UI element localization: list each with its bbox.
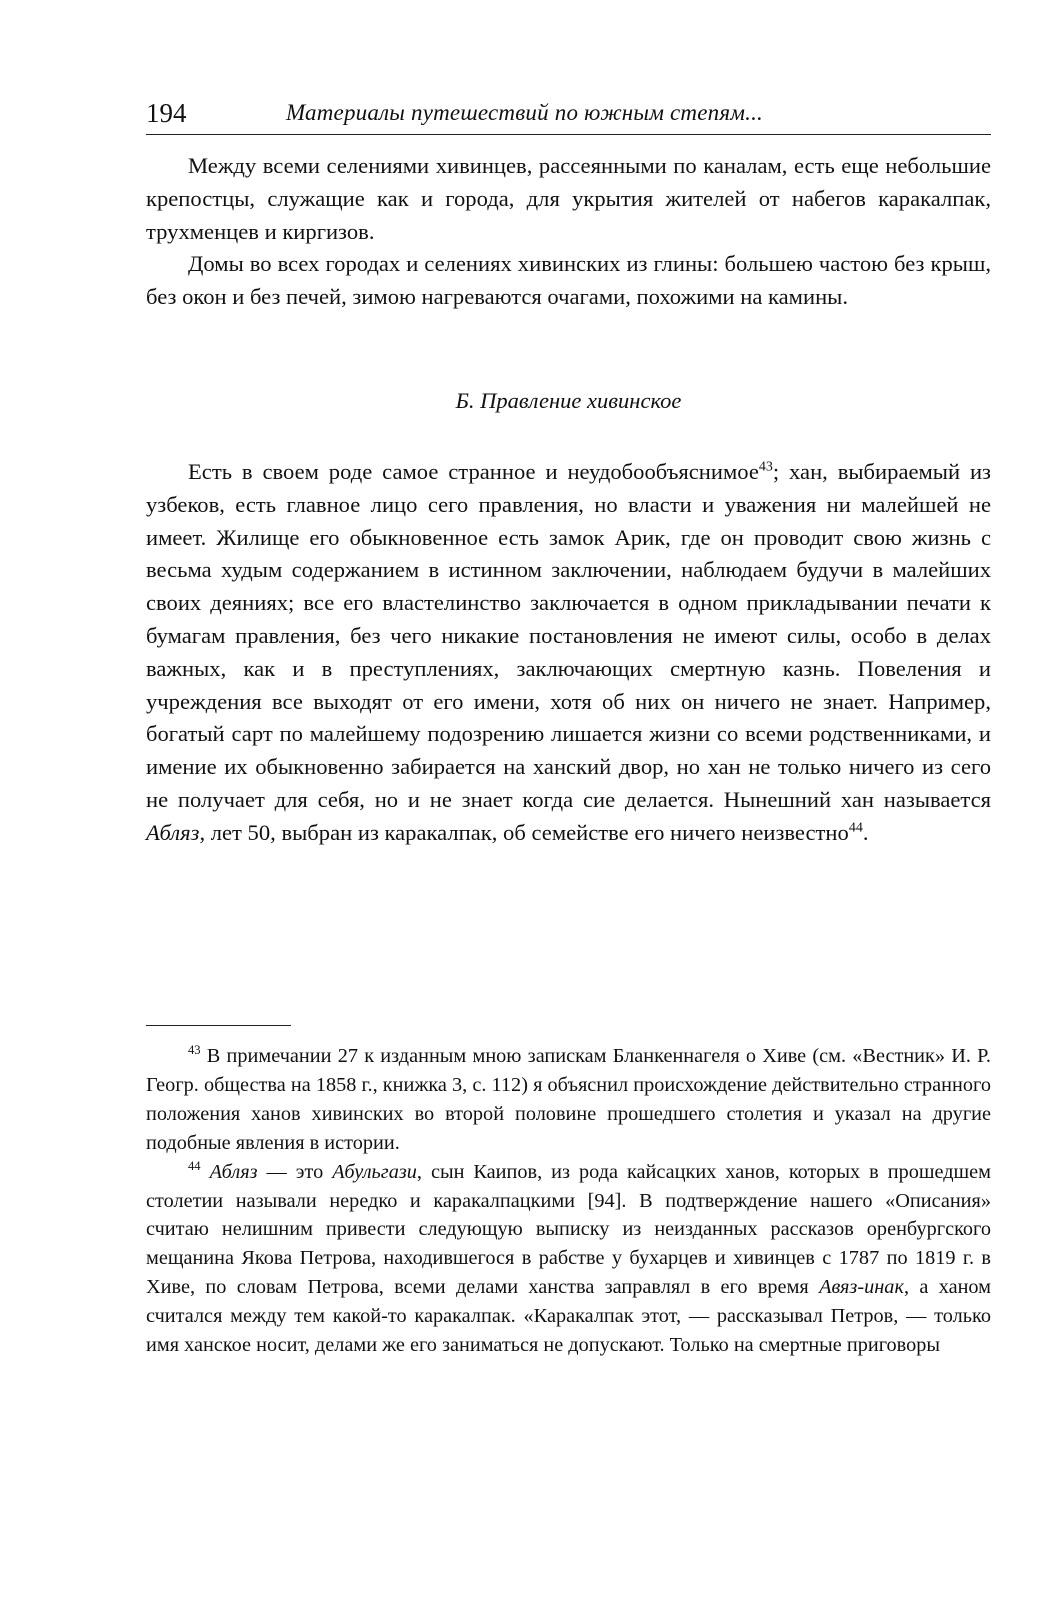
footnote-text: В примечании 27 к изданным мною запискам Бланкеннагеля о Хиве (см. «Вестник» И. Р. Геогр. общества на 1858 г., книжка 3, с. 112) я объяснил происхождение действительно странного положения ханов хивинских во второй половине прошедшего столетия и указал на другие подобные явления в истории. bbox=[146, 1045, 991, 1154]
footnote-ref-44: 44 bbox=[848, 820, 863, 836]
intro-text bbox=[146, 150, 991, 314]
section-heading: Б. Правление хивинское bbox=[455, 388, 682, 413]
paragraph-government bbox=[146, 456, 991, 850]
text-run: Есть в своем роде самое странное и неудобообъяснимое bbox=[188, 459, 759, 484]
italic-name: Абульгази bbox=[332, 1160, 417, 1183]
footnote-44 bbox=[146, 1158, 991, 1360]
paragraph-fortresses: Между всеми селениями хивинцев, рассеянными по каналам, есть еще небольшие крепостцы, служащие как и города, для укрытия жителей от набегов каракалпак, трухменцев и киргизов. bbox=[146, 153, 991, 244]
italic-name: Авяз-инак bbox=[819, 1276, 904, 1299]
footnote-text: , а ханом считался между тем какой-то каракалпак. «Каракалпак этот, — рассказывал Петров, — только имя ханское носит, делами же его заниматься не допускают. Только на смертные приговоры bbox=[146, 1276, 992, 1357]
running-title: Материалы путешествий по южным степям... bbox=[286, 100, 763, 125]
main-text bbox=[146, 456, 991, 850]
footnote-43 bbox=[146, 1042, 991, 1158]
text-run: ; хан, выбираемый из узбеков, есть главное лицо сего правления, но власти и уважения ни малейшей не имеет. Жилище его обыкновенное есть замок Арик, где он проводит свою жизнь с весьма худым содержанием в истинном заключении, наблюдаем будучи в малейших своих деяниях; все его властелинство заключается в одном прикладывании печати к бумагам правления, без чего никакие постановления не имеют силы, особо в делах важных, как и в преступлениях, заключающих смертную казнь. Повеления и учреждения все выходят от его имени, хотя об них он ничего не знает. Например, богатый сарт по малейшему подозрению лишается жизни со всеми родственниками, и имение их обыкновенно забирается на ханский двор, но хан не только ничего из сего не получает для себя, но и не знает когда сие делается. Нынешний хан называется bbox=[146, 459, 991, 812]
page-header bbox=[146, 96, 991, 135]
italic-name: Абляз bbox=[146, 819, 200, 845]
footnote-mark-44: 44 bbox=[188, 1158, 201, 1173]
text-run: — это bbox=[257, 1160, 333, 1183]
text-run: . bbox=[862, 819, 869, 845]
italic-name: Абляз bbox=[209, 1160, 258, 1183]
page-number: 194 bbox=[146, 98, 187, 128]
footnote-divider bbox=[146, 1025, 291, 1026]
text-run: , лет 50, выбран из каракалпак, об семействе его ничего неизвестно bbox=[199, 819, 849, 845]
footnotes bbox=[146, 1042, 991, 1360]
paragraph-houses: Домы во всех городах и селениях хивинских из глины: большею частою без крыш, без окон и без печей, зимою нагреваются очагами, похожими на камины. bbox=[146, 251, 991, 310]
footnote-ref-43: 43 bbox=[758, 459, 773, 475]
footnote-text: , сын Каипов, из рода кайсацких ханов, которых в прошедшем столетии называли нередко и каракалпацкими [94]. В подтверждение нашего «Описания» считаю нелишним привести следующую выписку из неизданных рассказов оренбургского мещанина Якова Петрова, находившегося в рабстве у бухарцев и хивинцев с 1787 по 1819 г. в Хиве, по словам Петрова, всеми делами ханства заправлял в его время bbox=[146, 1160, 992, 1299]
footnote-mark-43: 43 bbox=[188, 1043, 201, 1058]
